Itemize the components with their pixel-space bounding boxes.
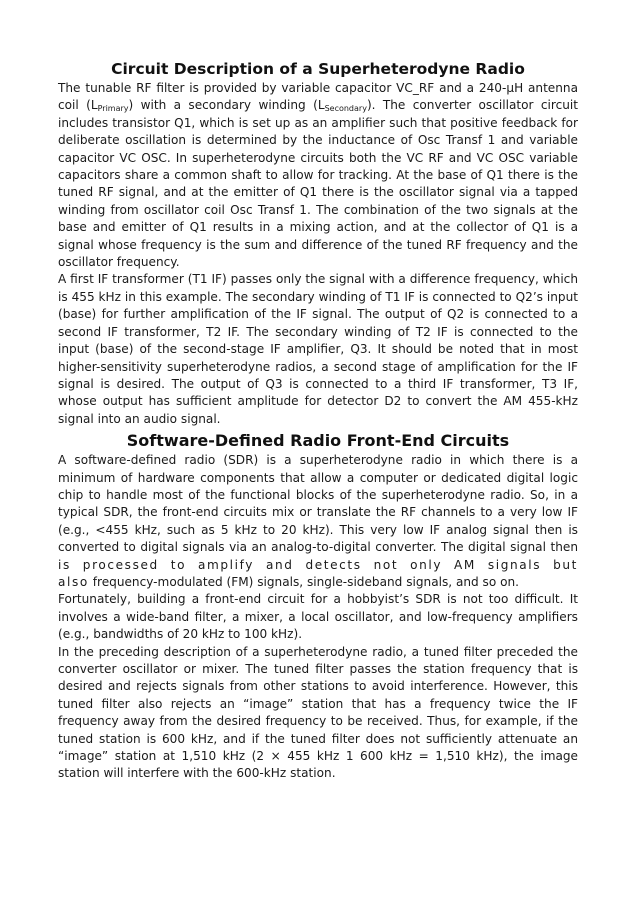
subscript-secondary: Secondary (324, 104, 367, 114)
paragraph-text: ) with a secondary winding (L (128, 98, 325, 113)
paragraph-image-station: In the preceding description of a superheterodyne radio, a tuned filter preceded the converter oscillator or mixer. The tuned filter passes the station frequency that is desired and rejects signals from other stations to avoid interference. However, this tuned filter also rejects an “image” station that has a frequency twice the IF frequency away from the desired frequency to be received. Thus, for example, if the tuned station is 600 kHz, and if the tuned filter does not sufficiently attenuate an “image” station at 1,510 kHz (2 × 455 kHz 1 600 kHz = 1,510 kHz), the image station will interfere with the 600-kHz station. (58, 644, 578, 781)
paragraph-text: frequency-modulated (FM) signals, single-sideband signals, and so on. (92, 574, 520, 589)
section-title-sdr: Software-Defined Radio Front-End Circuits (126, 431, 510, 451)
paragraph-text: A software-defined radio (SDR) is a superheterodyne radio in which there is a minimum of hardware components that allow a computer or dedicated digital logic chip to handle most of the functional blocks of the superheterodyne radio. So, in a typical SDR, the front-end circuits mix or translate the RF channels to a very low IF (e.g., <455 kHz, such as 5 kHz to 20 kHz). This very low IF analog signal then is converted to digital signals via an analog-to-digital converter. The digital signal then (58, 453, 578, 555)
paragraph-text-spaced: is processed to amplify and detects not only AM signals but also (58, 557, 578, 589)
paragraph-sdr-intro (58, 452, 578, 591)
section-title-superheterodyne: Circuit Description of a Superheterodyne Radio (111, 60, 525, 78)
paragraph-rf-filter (58, 80, 578, 271)
paragraph-text: The tunable RF filter is provided by variable capacitor VC_RF and a 240-μH antenna coil (L (58, 81, 578, 113)
subscript-primary: Primary (97, 104, 129, 114)
paragraph-if-transformer: A first IF transformer (T1 IF) passes only the signal with a difference frequency, which is 455 kHz in this example. The secondary winding of T1 IF is connected to Q2’s input (base) for further amplification of the IF signal. The output of Q2 is connected to a second IF transformer, T2 IF. The secondary winding of T2 IF is connected to the input (base) of the second-stage IF amplifier, Q3. It should be noted that in most higher-sensitivity superheterodyne radios, a second stage of amplification for the IF signal is desired. The output of Q3 is connected to a third IF transformer, T3 IF, whose output has sufficient amplitude for detector D2 to convert the AM 455-kHz signal into an audio signal. (58, 272, 578, 426)
paragraph-text: ). The converter oscillator circuit includes transistor Q1, which is set up as an amplifier such that positive feedback for deliberate oscillation is determined by the inductance of Osc Transf 1 and variable capacitor VC OSC. In superheterodyne circuits both the VC RF and VC OSC variable capacitors share a common shaft to allow for tracking. At the base of Q1 there is the tuned RF signal, and at the emitter of Q1 there is the oscillator signal via a tapped winding from oscillator coil Osc Transf 1. The combination of the two signals at the base and emitter of Q1 results in a mixing action, and at the collector of Q1 is a signal whose frequency is the sum and difference of the tuned RF frequency and the oscillator frequency. (58, 98, 578, 270)
paragraph-front-end: Fortunately, building a front-end circuit for a hobbyist’s SDR is not too difficult. It involves a wide-band filter, a mixer, a local oscillator, and low-frequency amplifiers (e.g., bandwidths of 20 kHz to 100 kHz). (58, 592, 578, 642)
